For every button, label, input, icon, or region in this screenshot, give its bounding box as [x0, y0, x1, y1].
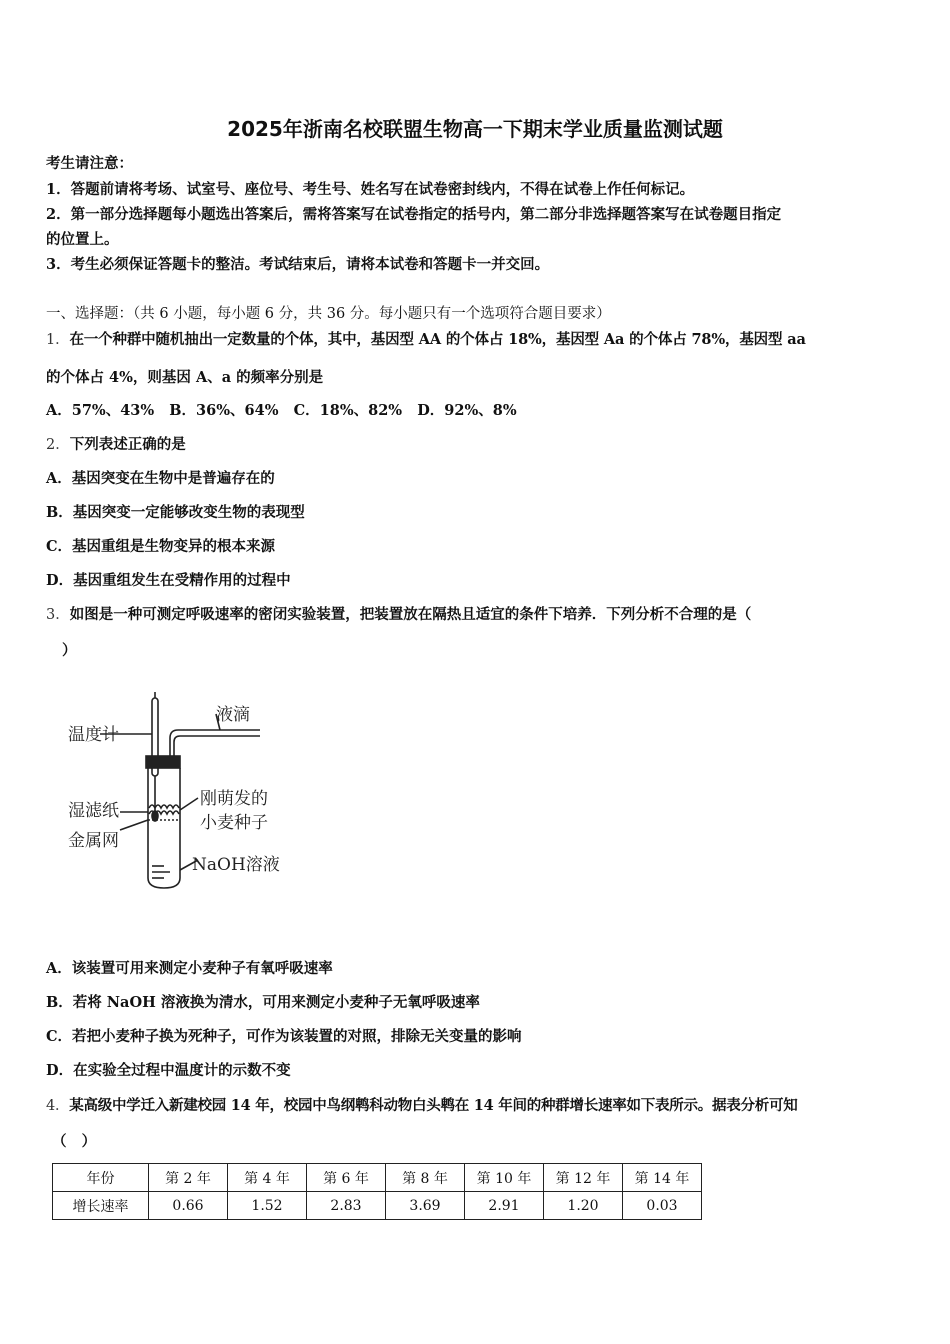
- question-1-stem-cont: 的个体占 4%，则基因 A、a 的频率分别是: [46, 369, 324, 386]
- label-filter-paper: 湿滤纸: [68, 801, 119, 821]
- table-cell: 2.83: [307, 1192, 386, 1220]
- option-c: C．基因重组是生物变异的根本来源: [46, 538, 276, 555]
- table-row: [53, 1192, 702, 1220]
- label-metal-mesh: 金属网: [68, 831, 119, 851]
- notice-item-2: 2．第一部分选择题每小题选出答案后，需将答案写在试卷指定的括号内，第二部分非选择题答案写在试卷题目指定: [46, 206, 782, 223]
- table-cell: 2.91: [465, 1192, 544, 1220]
- question-1-stem: 在一个种群中随机抽出一定数量的个体，其中，基因型 AA 的个体占 18%，基因型 Aa 的个体占 78%，基因型 aa: [69, 331, 806, 348]
- table-cell: 3.69: [386, 1192, 465, 1220]
- question-1: [46, 328, 806, 349]
- label-naoh: NaOH溶液: [192, 855, 280, 875]
- question-number: 1．: [46, 332, 70, 348]
- question-number: 2．: [46, 437, 70, 453]
- question-4-stem-cont: （ ）: [52, 1133, 97, 1150]
- growth-rate-table: [52, 1163, 702, 1220]
- table-header-row: [53, 1164, 702, 1192]
- option-b: B．若将 NaOH 溶液换为清水，可用来测定小麦种子无氧呼吸速率: [46, 994, 480, 1011]
- question-2: [46, 433, 186, 454]
- question-4-stem: 某高级中学迁入新建校园 14 年，校园中鸟纲鹎科动物白头鹎在 14 年间的种群增长速率如下表所示。据表分析可知: [69, 1097, 798, 1114]
- table-header-cell: 第 2 年: [149, 1164, 228, 1192]
- table-cell: 增长速率: [53, 1192, 149, 1220]
- option-a: A．该装置可用来测定小麦种子有氧呼吸速率: [46, 960, 333, 977]
- label-seeds-line1: 刚萌发的: [200, 789, 268, 809]
- question-number: 4．: [46, 1098, 70, 1114]
- notice-item-1: 1．答题前请将考场、试室号、座位号、考生号、姓名写在试卷密封线内，不得在试卷上作任何标记。: [46, 181, 695, 198]
- label-seeds-line2: 小麦种子: [200, 813, 268, 833]
- table-header-cell: 第 14 年: [623, 1164, 702, 1192]
- option-a: A．基因突变在生物中是普遍存在的: [46, 470, 275, 487]
- table-cell: 0.66: [149, 1192, 228, 1220]
- label-droplet: 液滴: [216, 705, 250, 725]
- label-thermometer: 温度计: [68, 725, 119, 745]
- question-1-options: A．57%、43% B．36%、64% C．18%、82% D．92%、8%: [46, 402, 517, 419]
- table-header-cell: 年份: [53, 1164, 149, 1192]
- table-cell: 1.52: [228, 1192, 307, 1220]
- option-b: B．基因突变一定能够改变生物的表现型: [46, 504, 305, 521]
- table-header-cell: 第 12 年: [544, 1164, 623, 1192]
- option-d: D．在实验全过程中温度计的示数不变: [46, 1062, 291, 1079]
- question-2-stem: 下列表述正确的是: [69, 436, 186, 453]
- notice-heading: 考生请注意：: [46, 155, 133, 172]
- page-title: 2025年浙南名校联盟生物高一下期末学业质量监测试题: [227, 117, 723, 141]
- notice-item-2-cont: 的位置上。: [46, 231, 119, 248]
- question-3-stem-cont: ）: [62, 642, 77, 659]
- question-number: 3．: [46, 607, 70, 623]
- table-header-cell: 第 6 年: [307, 1164, 386, 1192]
- table-header-cell: 第 8 年: [386, 1164, 465, 1192]
- question-3: [46, 603, 751, 624]
- section-heading: 一、选择题：（共 6 小题，每小题 6 分，共 36 分。每小题只有一个选项符合题目要求）: [46, 306, 611, 322]
- option-c: C．若把小麦种子换为死种子，可作为该装置的对照，排除无关变量的影响: [46, 1028, 522, 1045]
- notice-item-3: 3．考生必须保证答题卡的整洁。考试结束后，请将本试卷和答题卡一并交回。: [46, 256, 550, 273]
- table-header-cell: 第 10 年: [465, 1164, 544, 1192]
- option-d: D．基因重组发生在受精作用的过程中: [46, 572, 291, 589]
- question-3-stem: 如图是一种可测定呼吸速率的密闭实验装置，把装置放在隔热且适宜的条件下培养．下列分析不合理的是（: [69, 606, 752, 623]
- question-4: [46, 1094, 798, 1115]
- table-header-cell: 第 4 年: [228, 1164, 307, 1192]
- table-cell: 1.20: [544, 1192, 623, 1220]
- table-cell: 0.03: [623, 1192, 702, 1220]
- respiration-apparatus-diagram: [60, 690, 300, 900]
